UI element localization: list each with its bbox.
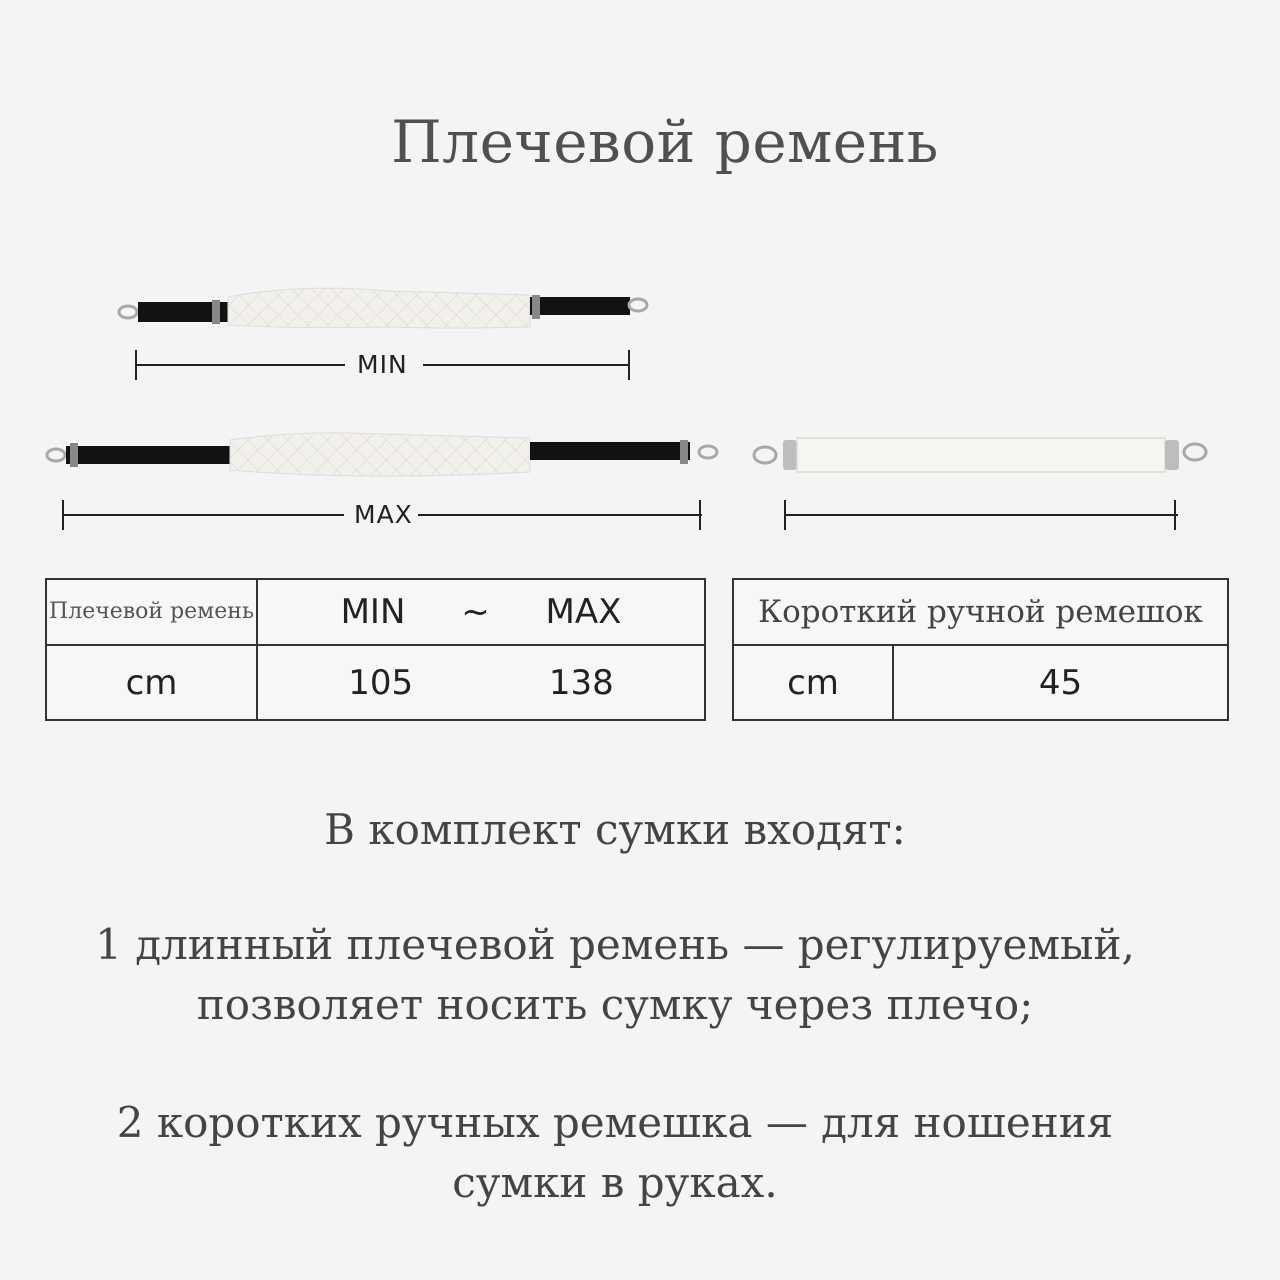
unit-cell: cm: [46, 645, 257, 720]
snap-hook-icon: [754, 447, 776, 463]
max-dimension-line: [62, 500, 702, 530]
snap-hook-icon: [119, 306, 137, 318]
range-header: [257, 579, 705, 645]
shoulder-table-header: Плечевой ремень: [46, 579, 257, 645]
handle-value: 45: [893, 645, 1228, 720]
snap-hook-icon: [629, 299, 647, 311]
max-value: 138: [548, 662, 614, 703]
page-title: Плечевой ремень: [391, 108, 939, 176]
range-max-label: MAX: [545, 592, 622, 632]
kit-item1-line1: 1 длинный плечевой ремень — регулируемый,: [95, 920, 1135, 969]
handle-strap-table: [732, 578, 1229, 721]
min-value: 105: [348, 662, 414, 703]
strap-min-image: [110, 285, 670, 335]
strap-max-image: [40, 430, 730, 480]
snap-hook-icon: [47, 449, 65, 461]
min-label: MIN: [357, 350, 408, 379]
min-dimension-line: [135, 350, 630, 380]
handle-dimension-line: [784, 500, 1178, 530]
kit-item2-line2: сумки в руках.: [452, 1158, 778, 1207]
max-label: MAX: [354, 500, 413, 529]
handle-table-header: Короткий ручной ремешок: [733, 579, 1228, 645]
kit-item1-line2: позволяет носить сумку через плечо;: [196, 980, 1034, 1029]
snap-hook-icon: [1184, 444, 1206, 460]
handle-unit-cell: cm: [733, 645, 893, 720]
kit-heading: В комплект сумки входят:: [324, 805, 906, 854]
range-values: [257, 645, 705, 720]
handle-strap-image: [745, 430, 1215, 480]
snap-hook-icon: [699, 446, 717, 458]
kit-item2-line1: 2 коротких ручных ремешка — для ношения: [116, 1098, 1114, 1147]
range-separator: ~: [461, 592, 490, 632]
shoulder-strap-table: [45, 578, 706, 721]
range-min-label: MIN: [340, 592, 406, 632]
